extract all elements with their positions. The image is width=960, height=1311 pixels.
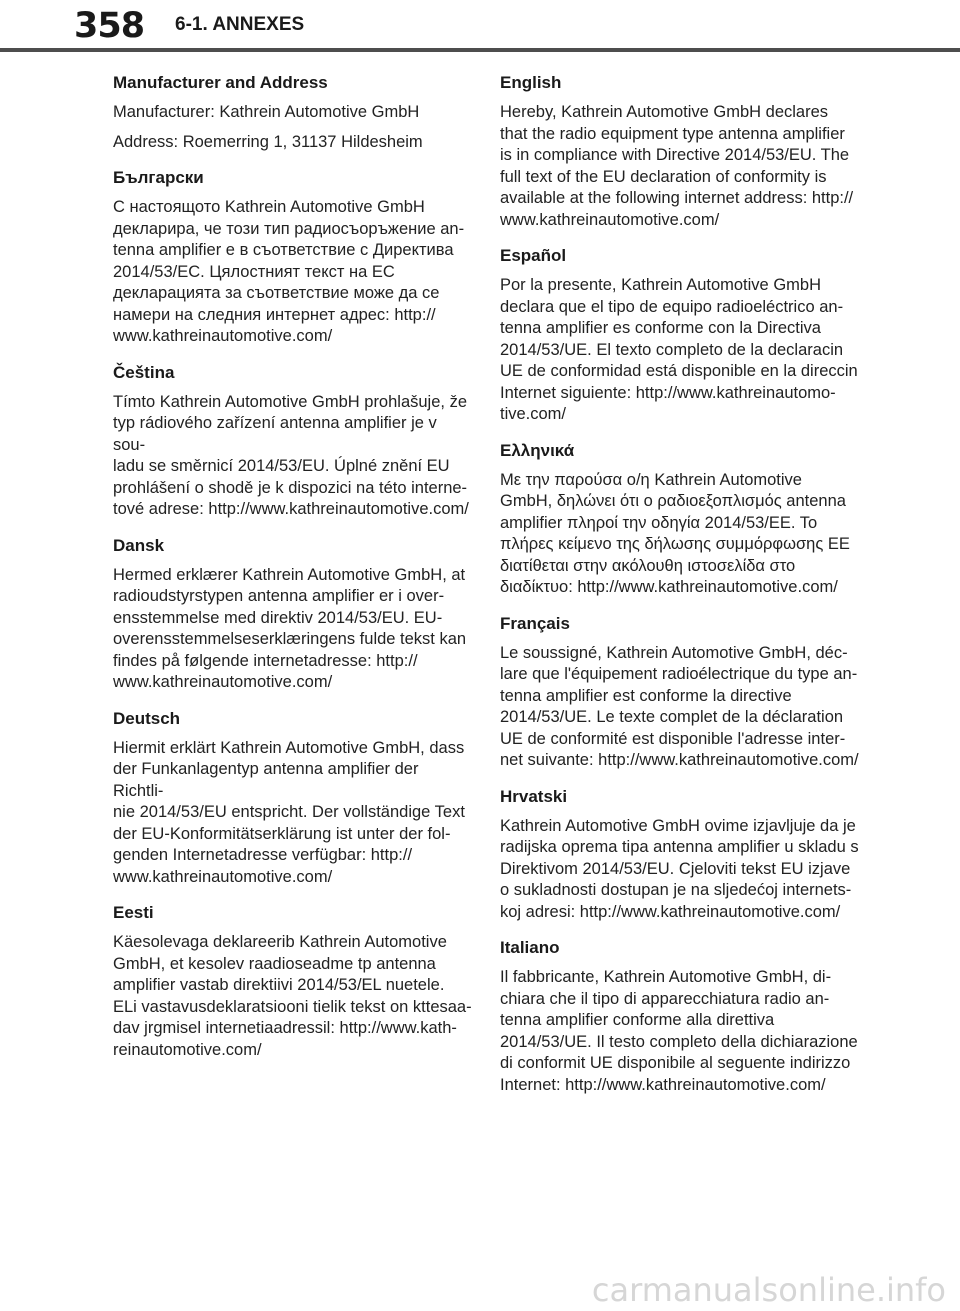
czech-heading: Čeština (113, 362, 175, 382)
english-text: Hereby, Kathrein Automotive GmbH declares that the radio equipment type antenna amplifier is in compliance with Directive 2014/53/EU. The full text of the EU declaration of conformity is available at the following internet address: http:// www.kathreinautomotive.com/ (500, 103, 854, 229)
czech-section (113, 362, 473, 521)
italian-heading: Italiano (500, 938, 560, 957)
page-header (0, 0, 960, 52)
french-heading: Français (500, 613, 570, 633)
french-section (500, 613, 860, 772)
page-number: 358 (74, 6, 145, 46)
czech-text: Tímto Kathrein Automotive GmbH prohlašuje, že typ rádiového zařízení antenna amplifier je v sou- ladu se směrnicí 2014/53/EU. Úplné znění EU prohlášení o shodě je k dispozici na této interne- tové adrese: http://www.kathreinautomotive.com/ (113, 392, 469, 518)
danish-text: Hermed erklærer Kathrein Automotive GmbH, at radioudstyrstypen antenna amplifier er i over- ensstemmelse med direktiv 2014/53/EU. EU- overensstemmelseserklæringens fulde tekst kan findes på følgende internetadresse: http:// www.kathreinautomotive.com/ (113, 565, 467, 691)
estonian-section (113, 902, 473, 1061)
greek-text: Με την παρούσα ο/η Kathrein Automotive GmbH, δηλώνει ότι ο ραδιοεξοπλισμός antenna amplifier πληροί την οδηγία 2014/53/ΕΕ. Το πλήρες κείμενο της δήλωσης συμμόρφωσης ΕΕ διατίθεται στην ακόλουθη ιστοσελίδα στο διαδίκτυο: http://www.kathreinautomotive.com/ (500, 470, 850, 596)
danish-heading: Dansk (113, 535, 165, 555)
left-column (113, 72, 473, 1075)
site-watermark: carmanualsonline.info (591, 1271, 946, 1309)
croatian-text: Kathrein Automotive GmbH ovime izjavljuje da je radijska oprema tipa antenna amplifier u skladu s Direktivom 2014/53/EU. Cjeloviti tekst EU izjave o sukladnosti dostupan je na sljedećoj internets- koj adresi: http://www.kathreinautomotive.com/ (500, 816, 859, 921)
danish-section (113, 535, 473, 694)
bulgarian-text: С настоящото Kathrein Automotive GmbH декларира, че този тип радиосъоръжение an- tenna amplifier е в съответствие с Директива 2014/53/ЕС. Цялостният текст на ЕС декларацията за съответствие може да се намери на следния интернет адрес: http:// www.kathreinautomotive.com/ (113, 198, 465, 345)
italian-section (500, 937, 860, 1096)
croatian-heading: Hrvatski (500, 786, 568, 806)
greek-heading: Ελληνικά (500, 440, 575, 460)
croatian-section (500, 786, 860, 924)
right-column (500, 72, 860, 1110)
bulgarian-heading: Български (113, 168, 204, 187)
section-title: 6-1. ANNEXES (175, 14, 305, 35)
greek-section (500, 440, 860, 599)
english-section (500, 72, 860, 231)
manufacturer-heading: Manufacturer and Address (113, 73, 328, 92)
italian-text: Il fabbricante, Kathrein Automotive GmbH, di- chiara che il tipo di apparecchiatura radio an- tenna amplifier conforme alla direttiva 2014/53/UE. Il testo completo della dichiarazione di conformit UE disponibile al seguente indirizzo Internet: http://www.kathreinautomotive.com/ (500, 968, 858, 1094)
manufacturer-name: Manufacturer: Kathrein Automotive GmbH (113, 103, 420, 121)
header-divider (0, 48, 960, 52)
spanish-heading: Español (500, 246, 567, 265)
estonian-heading: Eesti (113, 903, 154, 922)
german-section (113, 708, 473, 889)
manufacturer-address: Address: Roemerring 1, 31137 Hildesheim (113, 132, 423, 151)
spanish-section (500, 245, 860, 426)
manufacturer-section (113, 72, 473, 153)
german-text: Hiermit erklärt Kathrein Automotive GmbH, dass der Funkanlagentyp antenna amplifier der Richtli- nie 2014/53/EU entspricht. Der vollständige Text der EU-Konformitätserklärung ist unter der fol- genden Internetadresse verfügbar: http:// www.kathreinautomotive.com/ (113, 738, 465, 886)
german-heading: Deutsch (113, 708, 181, 728)
estonian-text: Käesolevaga deklareerib Kathrein Automotive GmbH, et kesolev raadioseadme tp antenna amplifier vastab direktiivi 2014/53/EL nuetele. ELi vastavusdeklaratsiooni tielik tekst on kttesaa- dav jrgmisel internetiaadressil: http://www.kath- reinautomotive.com/ (113, 933, 472, 1059)
english-heading: English (500, 73, 562, 92)
french-text: Le soussigné, Kathrein Automotive GmbH, déc- lare que l'équipement radioélectrique du type an- tenna amplifier est conforme la directive 2014/53/UE. Le texte complet de la déclaration UE de conformité est disponible l'adresse inter- net suivante: http://www.kathreinautomotive.com/ (500, 643, 859, 769)
spanish-text: Por la presente, Kathrein Automotive GmbH declara que el tipo de equipo radioeléctrico an- tenna amplifier es conforme con la Directiva 2014/53/UE. El texto completo de la declaracin UE de conformidad está disponible en la direccin Internet siguiente: http://www.kathreinautomo- tive.com/ (500, 276, 858, 423)
bulgarian-section (113, 167, 473, 348)
